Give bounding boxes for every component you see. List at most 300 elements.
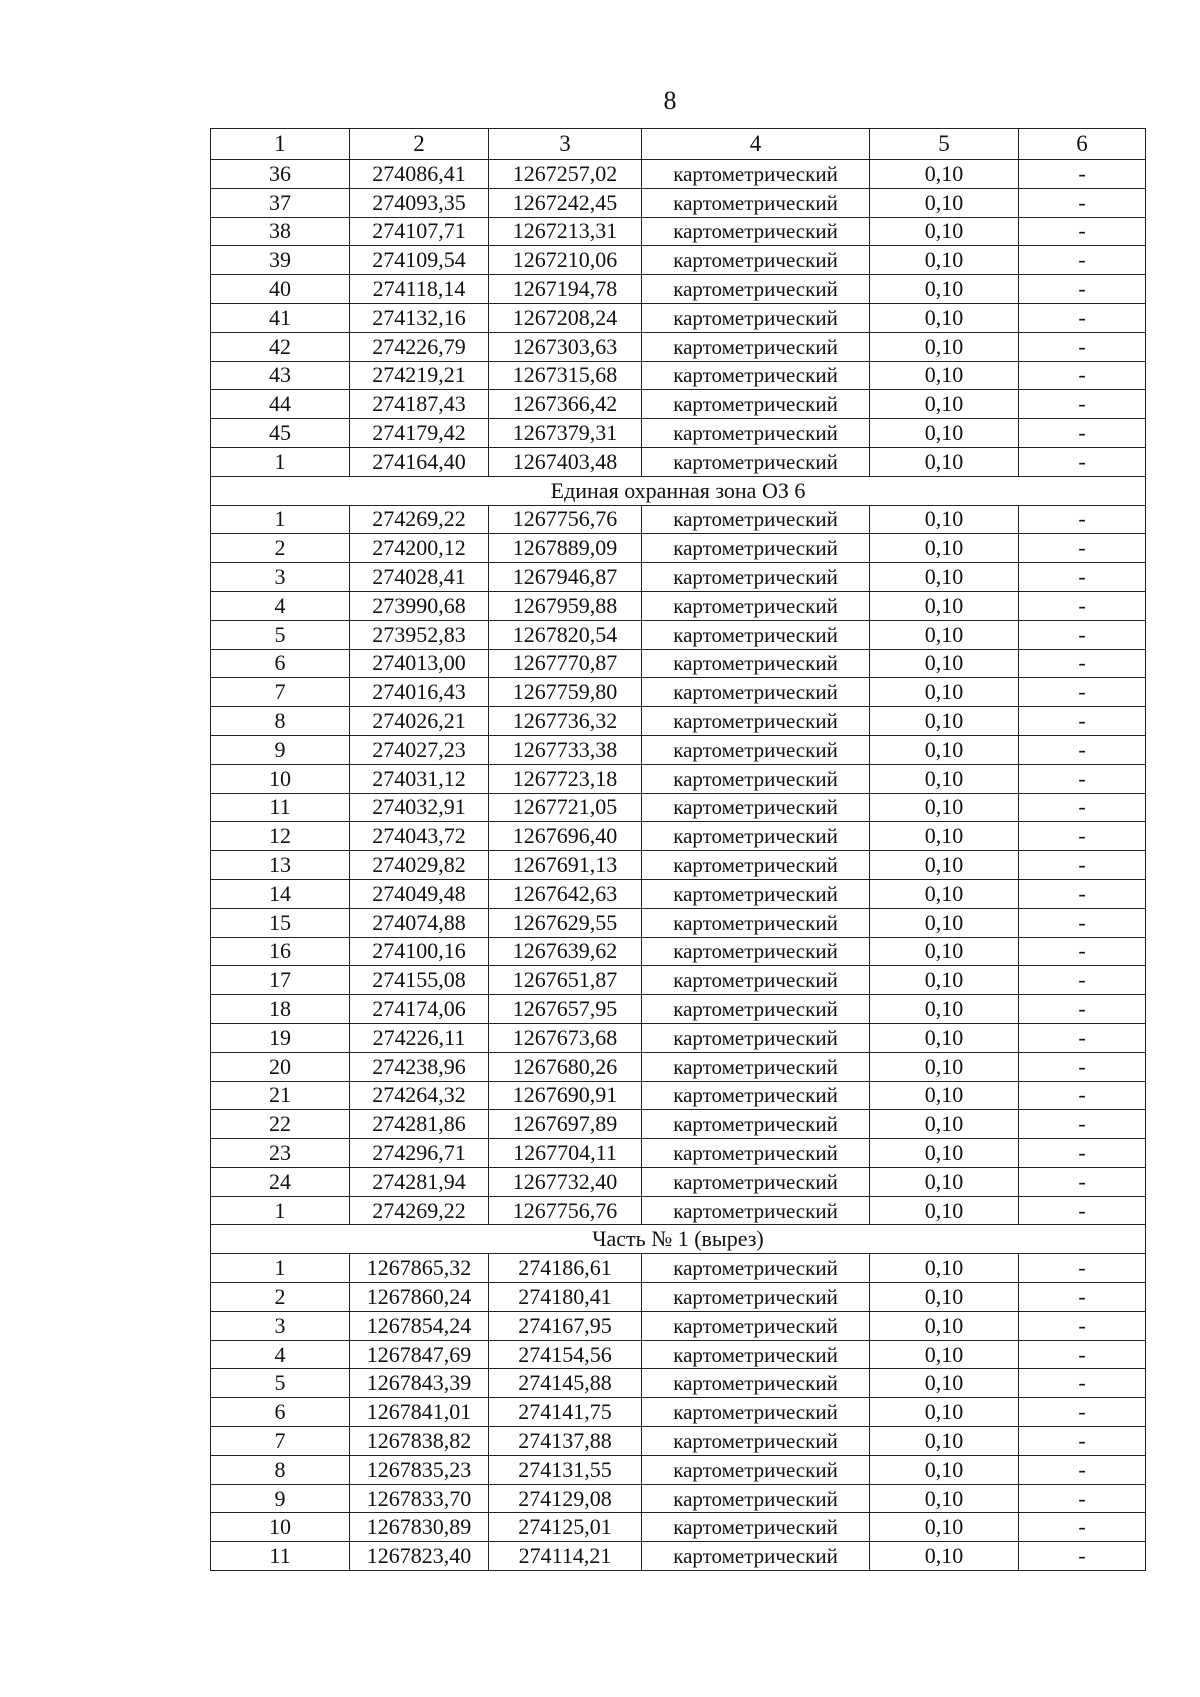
description-cell: - [1019,735,1146,764]
table-row [211,1167,1146,1196]
accuracy-cell: 0,10 [870,332,1019,361]
coordinate-x-cell: 1267841,01 [350,1398,489,1427]
coordinate-y-cell: 1267756,76 [489,1196,642,1225]
accuracy-cell: 0,10 [870,620,1019,649]
description-cell: - [1019,1110,1146,1139]
table-row [211,1427,1146,1456]
point-number-cell: 21 [211,1081,350,1110]
description-cell: - [1019,1283,1146,1312]
table-row [211,1254,1146,1283]
coordinate-x-cell: 274031,12 [350,764,489,793]
point-number-cell: 45 [211,419,350,448]
table-row [211,160,1146,189]
point-number-cell: 38 [211,217,350,246]
method-cell: картометрический [642,419,870,448]
coordinate-y-cell: 1267733,38 [489,735,642,764]
method-cell: картометрический [642,879,870,908]
accuracy-cell: 0,10 [870,1283,1019,1312]
table-row [211,707,1146,736]
coordinate-x-cell: 1267833,70 [350,1484,489,1513]
method-cell: картометрический [642,1311,870,1340]
description-cell: - [1019,1340,1146,1369]
coordinate-x-cell: 274028,41 [350,563,489,592]
table-row [211,1455,1146,1484]
table-row [211,879,1146,908]
method-cell: картометрический [642,793,870,822]
accuracy-cell: 0,10 [870,275,1019,304]
method-cell: картометрический [642,966,870,995]
table-body [211,129,1146,1571]
page-number: 8 [663,86,677,115]
coordinate-x-cell: 274187,43 [350,390,489,419]
coordinate-x-cell: 274027,23 [350,735,489,764]
table-row [211,1052,1146,1081]
coordinate-y-cell: 1267736,32 [489,707,642,736]
accuracy-cell: 0,10 [870,1542,1019,1571]
method-cell: картометрический [642,649,870,678]
table-row [211,764,1146,793]
description-cell: - [1019,1311,1146,1340]
coordinate-x-cell: 274296,71 [350,1139,489,1168]
accuracy-cell: 0,10 [870,764,1019,793]
accuracy-cell: 0,10 [870,735,1019,764]
method-cell: картометрический [642,1542,870,1571]
method-cell: картометрический [642,217,870,246]
point-number-cell: 12 [211,822,350,851]
point-number-cell: 8 [211,1455,350,1484]
accuracy-cell: 0,10 [870,361,1019,390]
method-cell: картометрический [642,1283,870,1312]
method-cell: картометрический [642,1455,870,1484]
coordinate-x-cell: 274132,16 [350,303,489,332]
accuracy-cell: 0,10 [870,649,1019,678]
table-row [211,534,1146,563]
coordinate-x-cell: 274107,71 [350,217,489,246]
coordinate-x-cell: 274109,54 [350,246,489,275]
description-cell: - [1019,649,1146,678]
table-row [211,908,1146,937]
method-cell: картометрический [642,160,870,189]
coordinate-x-cell: 1267830,89 [350,1513,489,1542]
coordinate-y-cell: 1267194,78 [489,275,642,304]
method-cell: картометрический [642,1340,870,1369]
method-cell: картометрический [642,563,870,592]
accuracy-cell: 0,10 [870,1484,1019,1513]
method-cell: картометрический [642,1427,870,1456]
point-number-cell: 15 [211,908,350,937]
table-row [211,303,1146,332]
accuracy-cell: 0,10 [870,1369,1019,1398]
section-title: Единая охранная зона ОЗ 6 [211,476,1146,505]
description-cell: - [1019,1196,1146,1225]
method-cell: картометрический [642,1023,870,1052]
method-cell: картометрический [642,275,870,304]
table-row [211,649,1146,678]
coordinate-x-cell: 1267835,23 [350,1455,489,1484]
table-row [211,1196,1146,1225]
description-cell: - [1019,188,1146,217]
point-number-cell: 5 [211,620,350,649]
coordinate-y-cell: 1267690,91 [489,1081,642,1110]
accuracy-cell: 0,10 [870,1081,1019,1110]
accuracy-cell: 0,10 [870,1340,1019,1369]
coordinate-y-cell: 1267673,68 [489,1023,642,1052]
table-row [211,1023,1146,1052]
coordinate-x-cell: 274238,96 [350,1052,489,1081]
description-cell: - [1019,966,1146,995]
coordinate-x-cell: 1267823,40 [350,1542,489,1571]
table-row [211,793,1146,822]
accuracy-cell: 0,10 [870,937,1019,966]
coordinate-x-cell: 1267838,82 [350,1427,489,1456]
description-cell: - [1019,1023,1146,1052]
coordinate-x-cell: 1267854,24 [350,1311,489,1340]
coordinate-x-cell: 274226,79 [350,332,489,361]
description-cell: - [1019,851,1146,880]
coordinate-y-cell: 1267379,31 [489,419,642,448]
point-number-cell: 43 [211,361,350,390]
coordinate-y-cell: 1267242,45 [489,188,642,217]
method-cell: картометрический [642,332,870,361]
point-number-cell: 11 [211,793,350,822]
method-cell: картометрический [642,735,870,764]
table-row [211,822,1146,851]
description-cell: - [1019,879,1146,908]
accuracy-cell: 0,10 [870,1427,1019,1456]
coordinate-y-cell: 1267770,87 [489,649,642,678]
accuracy-cell: 0,10 [870,217,1019,246]
accuracy-cell: 0,10 [870,908,1019,937]
description-cell: - [1019,1139,1146,1168]
coordinate-y-cell: 1267639,62 [489,937,642,966]
accuracy-cell: 0,10 [870,188,1019,217]
method-cell: картометрический [642,591,870,620]
description-cell: - [1019,793,1146,822]
coordinate-x-cell: 274264,32 [350,1081,489,1110]
coordinate-y-cell: 1267721,05 [489,793,642,822]
coordinate-y-cell: 274129,08 [489,1484,642,1513]
point-number-cell: 18 [211,995,350,1024]
coordinate-x-cell: 274100,16 [350,937,489,966]
description-cell: - [1019,332,1146,361]
point-number-cell: 2 [211,1283,350,1312]
method-cell: картометрический [642,246,870,275]
accuracy-cell: 0,10 [870,1167,1019,1196]
coordinate-x-cell: 274269,22 [350,505,489,534]
description-cell: - [1019,303,1146,332]
point-number-cell: 41 [211,303,350,332]
description-cell: - [1019,505,1146,534]
method-cell: картометрический [642,505,870,534]
accuracy-cell: 0,10 [870,1023,1019,1052]
point-number-cell: 6 [211,1398,350,1427]
accuracy-cell: 0,10 [870,1139,1019,1168]
coordinate-x-cell: 273990,68 [350,591,489,620]
coordinate-y-cell: 1267946,87 [489,563,642,592]
coordinate-x-cell: 274226,11 [350,1023,489,1052]
coordinate-y-cell: 274114,21 [489,1542,642,1571]
table-row [211,390,1146,419]
table-row [211,937,1146,966]
point-number-cell: 13 [211,851,350,880]
method-cell: картометрический [642,937,870,966]
accuracy-cell: 0,10 [870,160,1019,189]
table-row [211,1542,1146,1571]
coordinate-x-cell: 274164,40 [350,447,489,476]
coordinate-y-cell: 274167,95 [489,1311,642,1340]
point-number-cell: 19 [211,1023,350,1052]
table-row [211,995,1146,1024]
table-row [211,1283,1146,1312]
method-cell: картометрический [642,1369,870,1398]
table-row [211,447,1146,476]
method-cell: картометрический [642,995,870,1024]
column-header: 4 [642,129,870,160]
table-row [211,966,1146,995]
table-row [211,563,1146,592]
description-cell: - [1019,822,1146,851]
table-row [211,1340,1146,1369]
description-cell: - [1019,1542,1146,1571]
coordinate-x-cell: 274032,91 [350,793,489,822]
coordinate-x-cell: 1267847,69 [350,1340,489,1369]
coordinate-y-cell: 274141,75 [489,1398,642,1427]
coordinate-y-cell: 1267657,95 [489,995,642,1024]
point-number-cell: 6 [211,649,350,678]
description-cell: - [1019,937,1146,966]
accuracy-cell: 0,10 [870,563,1019,592]
method-cell: картометрический [642,1052,870,1081]
description-cell: - [1019,908,1146,937]
description-cell: - [1019,534,1146,563]
coordinate-y-cell: 1267820,54 [489,620,642,649]
coordinate-x-cell: 274013,00 [350,649,489,678]
coordinate-x-cell: 274093,35 [350,188,489,217]
method-cell: картометрический [642,361,870,390]
section-title-row [211,1225,1146,1254]
column-header: 2 [350,129,489,160]
method-cell: картометрический [642,188,870,217]
table-row [211,1110,1146,1139]
accuracy-cell: 0,10 [870,534,1019,563]
accuracy-cell: 0,10 [870,966,1019,995]
coordinate-x-cell: 274086,41 [350,160,489,189]
coordinate-y-cell: 1267691,13 [489,851,642,880]
point-number-cell: 11 [211,1542,350,1571]
table-row [211,246,1146,275]
coordinate-y-cell: 1267210,06 [489,246,642,275]
coordinate-y-cell: 1267889,09 [489,534,642,563]
table-row [211,332,1146,361]
method-cell: картометрический [642,534,870,563]
coordinate-y-cell: 1267732,40 [489,1167,642,1196]
point-number-cell: 14 [211,879,350,908]
accuracy-cell: 0,10 [870,246,1019,275]
method-cell: картометрический [642,1167,870,1196]
method-cell: картометрический [642,1196,870,1225]
method-cell: картометрический [642,1398,870,1427]
coordinate-y-cell: 1267651,87 [489,966,642,995]
accuracy-cell: 0,10 [870,995,1019,1024]
description-cell: - [1019,160,1146,189]
description-cell: - [1019,246,1146,275]
coordinate-y-cell: 274186,61 [489,1254,642,1283]
table-row [211,591,1146,620]
description-cell: - [1019,217,1146,246]
description-cell: - [1019,1398,1146,1427]
coordinate-x-cell: 274029,82 [350,851,489,880]
column-header: 1 [211,129,350,160]
coordinate-y-cell: 1267959,88 [489,591,642,620]
coordinate-y-cell: 274180,41 [489,1283,642,1312]
method-cell: картометрический [642,678,870,707]
accuracy-cell: 0,10 [870,793,1019,822]
coordinate-x-cell: 1267860,24 [350,1283,489,1312]
coordinate-x-cell: 1267843,39 [350,1369,489,1398]
accuracy-cell: 0,10 [870,1513,1019,1542]
description-cell: - [1019,1167,1146,1196]
coordinate-x-cell: 273952,83 [350,620,489,649]
description-cell: - [1019,563,1146,592]
point-number-cell: 1 [211,505,350,534]
coordinate-x-cell: 274016,43 [350,678,489,707]
table-row [211,505,1146,534]
column-header: 3 [489,129,642,160]
accuracy-cell: 0,10 [870,447,1019,476]
description-cell: - [1019,1369,1146,1398]
accuracy-cell: 0,10 [870,1196,1019,1225]
description-cell: - [1019,1052,1146,1081]
coordinate-y-cell: 1267366,42 [489,390,642,419]
coordinate-x-cell: 274281,94 [350,1167,489,1196]
point-number-cell: 10 [211,764,350,793]
accuracy-cell: 0,10 [870,1455,1019,1484]
point-number-cell: 7 [211,678,350,707]
accuracy-cell: 0,10 [870,822,1019,851]
accuracy-cell: 0,10 [870,707,1019,736]
point-number-cell: 24 [211,1167,350,1196]
description-cell: - [1019,620,1146,649]
description-cell: - [1019,390,1146,419]
point-number-cell: 1 [211,447,350,476]
coordinate-y-cell: 274137,88 [489,1427,642,1456]
point-number-cell: 44 [211,390,350,419]
coordinate-x-cell: 274179,42 [350,419,489,448]
description-cell: - [1019,1081,1146,1110]
method-cell: картометрический [642,1139,870,1168]
point-number-cell: 37 [211,188,350,217]
description-cell: - [1019,361,1146,390]
point-number-cell: 23 [211,1139,350,1168]
table-row [211,419,1146,448]
description-cell: - [1019,1513,1146,1542]
accuracy-cell: 0,10 [870,1398,1019,1427]
table-row [211,1513,1146,1542]
point-number-cell: 22 [211,1110,350,1139]
coordinate-x-cell: 274200,12 [350,534,489,563]
coordinate-x-cell: 274118,14 [350,275,489,304]
point-number-cell: 39 [211,246,350,275]
point-number-cell: 3 [211,563,350,592]
coordinate-x-cell: 274281,86 [350,1110,489,1139]
description-cell: - [1019,275,1146,304]
method-cell: картометрический [642,447,870,476]
method-cell: картометрический [642,303,870,332]
accuracy-cell: 0,10 [870,1254,1019,1283]
coordinate-x-cell: 274043,72 [350,822,489,851]
method-cell: картометрический [642,908,870,937]
table-row [211,1398,1146,1427]
coordinate-y-cell: 1267704,11 [489,1139,642,1168]
coordinate-y-cell: 1267208,24 [489,303,642,332]
description-cell: - [1019,1427,1146,1456]
method-cell: картометрический [642,1254,870,1283]
point-number-cell: 16 [211,937,350,966]
column-header: 6 [1019,129,1146,160]
point-number-cell: 20 [211,1052,350,1081]
coordinate-y-cell: 1267697,89 [489,1110,642,1139]
accuracy-cell: 0,10 [870,678,1019,707]
coordinate-y-cell: 1267696,40 [489,822,642,851]
point-number-cell: 3 [211,1311,350,1340]
point-number-cell: 4 [211,591,350,620]
description-cell: - [1019,707,1146,736]
coordinate-x-cell: 274049,48 [350,879,489,908]
description-cell: - [1019,764,1146,793]
description-cell: - [1019,995,1146,1024]
method-cell: картометрический [642,1513,870,1542]
description-cell: - [1019,1484,1146,1513]
coordinate-y-cell: 1267723,18 [489,764,642,793]
coordinate-y-cell: 1267257,02 [489,160,642,189]
coordinate-y-cell: 274145,88 [489,1369,642,1398]
accuracy-cell: 0,10 [870,1052,1019,1081]
coordinate-x-cell: 274219,21 [350,361,489,390]
point-number-cell: 8 [211,707,350,736]
table-row [211,1311,1146,1340]
coordinate-x-cell: 274174,06 [350,995,489,1024]
method-cell: картометрический [642,1484,870,1513]
coordinate-y-cell: 1267759,80 [489,678,642,707]
section-title: Часть № 1 (вырез) [211,1225,1146,1254]
table-row [211,275,1146,304]
coordinate-y-cell: 274125,01 [489,1513,642,1542]
point-number-cell: 7 [211,1427,350,1456]
table-row [211,735,1146,764]
accuracy-cell: 0,10 [870,505,1019,534]
description-cell: - [1019,678,1146,707]
table-row [211,361,1146,390]
accuracy-cell: 0,10 [870,851,1019,880]
method-cell: картометрический [642,822,870,851]
coordinate-y-cell: 1267403,48 [489,447,642,476]
coordinate-y-cell: 1267315,68 [489,361,642,390]
accuracy-cell: 0,10 [870,303,1019,332]
accuracy-cell: 0,10 [870,591,1019,620]
point-number-cell: 17 [211,966,350,995]
table-row [211,1081,1146,1110]
coordinate-y-cell: 1267642,63 [489,879,642,908]
description-cell: - [1019,1455,1146,1484]
coordinate-y-cell: 274154,56 [489,1340,642,1369]
section-title-row [211,476,1146,505]
coordinate-y-cell: 1267680,26 [489,1052,642,1081]
accuracy-cell: 0,10 [870,419,1019,448]
table-row [211,188,1146,217]
method-cell: картометрический [642,707,870,736]
table-row [211,620,1146,649]
coordinate-x-cell: 274269,22 [350,1196,489,1225]
